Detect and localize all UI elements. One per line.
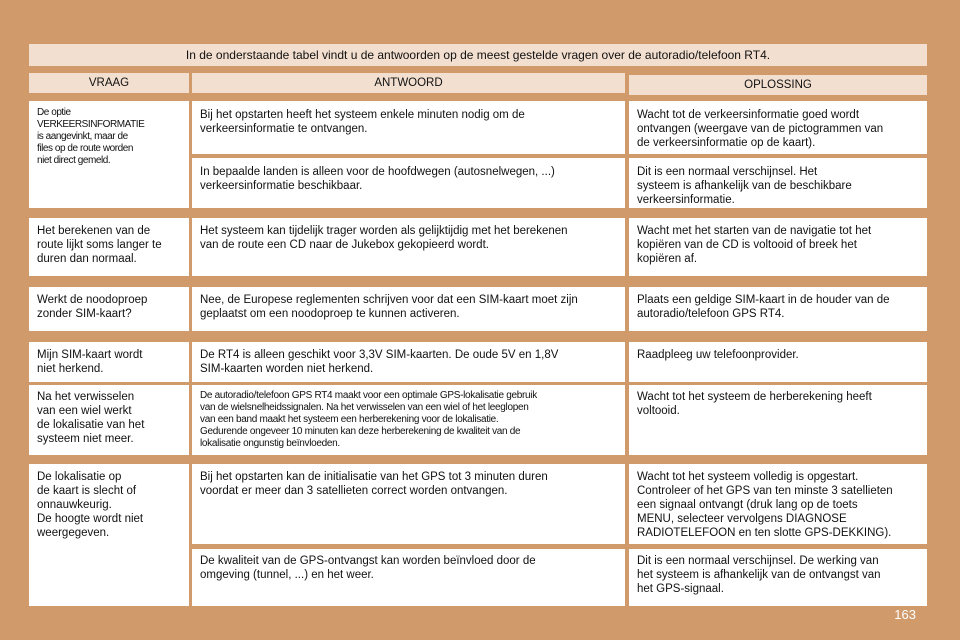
- answer-cell: In bepaalde landen is alleen voor de hoofdwegen (autosnelwegen, ...) verkeersinformatie beschikbaar.: [192, 158, 625, 208]
- answer-cell: Het systeem kan tijdelijk trager worden als gelijktijdig met het berekenen van de route een CD naar de Jukebox gekopieerd wordt.: [192, 218, 625, 276]
- question-cell: De optie VERKEERSINFORMATIE is aangevinkt, maar de files op de route worden niet direct gemeld.: [29, 101, 189, 208]
- question-cell: Werkt de noodoproep zonder SIM-kaart?: [29, 287, 189, 331]
- question-cell: Mijn SIM-kaart wordt niet herkend.: [29, 342, 189, 382]
- answer-cell: De autoradio/telefoon GPS RT4 maakt voor een optimale GPS-lokalisatie gebruik van de wielsnelheidssignalen. Na het verwisselen van een wiel of het leeglopen van een band maakt het systeem een herberekening voor de lokalisatie. Gedurende ongeveer 10 minuten kan deze herberekening de kwaliteit van de lokalisatie ongunstig beïnvloeden.: [192, 385, 625, 455]
- solution-cell: Plaats een geldige SIM-kaart in de houder van de autoradio/telefoon GPS RT4.: [629, 287, 927, 331]
- solution-cell: Wacht met het starten van de navigatie tot het kopiëren van de CD is voltooid of breek het kopiëren af.: [629, 218, 927, 276]
- question-cell: Het berekenen van de route lijkt soms langer te duren dan normaal.: [29, 218, 189, 276]
- solution-cell: Dit is een normaal verschijnsel. Het systeem is afhankelijk van de beschikbare verkeersinformatie.: [629, 158, 927, 208]
- answer-cell: Bij het opstarten heeft het systeem enkele minuten nodig om de verkeersinformatie te ontvangen.: [192, 101, 625, 154]
- solution-cell: Wacht tot het systeem de herberekening heeft voltooid.: [629, 385, 927, 455]
- solution-cell: Wacht tot de verkeersinformatie goed wordt ontvangen (weergave van de pictogrammen van de verkeersinformatie op de kaart).: [629, 101, 927, 154]
- answer-cell: Nee, de Europese reglementen schrijven voor dat een SIM-kaart moet zijn geplaatst om een noodoproep te kunnen activeren.: [192, 287, 625, 331]
- header-antwoord: ANTWOORD: [192, 73, 625, 93]
- solution-cell: Wacht tot het systeem volledig is opgestart. Controleer of het GPS van ten minste 3 satellieten een signaal ontvangt (druk lang op de toets MENU, selecteer vervolgens DIAGNOSE RADIOTELEFOON en ten slotte GPS-DEKKING).: [629, 464, 927, 544]
- header-vraag: VRAAG: [29, 73, 189, 93]
- question-cell: De lokalisatie op de kaart is slecht of onnauwkeurig. De hoogte wordt niet weergegeven.: [29, 464, 189, 606]
- question-cell: Na het verwisselen van een wiel werkt de lokalisatie van het systeem niet meer.: [29, 385, 189, 455]
- answer-cell: De RT4 is alleen geschikt voor 3,3V SIM-kaarten. De oude 5V en 1,8V SIM-kaarten worden niet herkend.: [192, 342, 625, 382]
- intro-text: In de onderstaande tabel vindt u de antwoorden op de meest gestelde vragen over de autoradio/telefoon RT4.: [29, 44, 927, 66]
- solution-cell: Dit is een normaal verschijnsel. De werking van het systeem is afhankelijk van de ontvangst van het GPS-signaal.: [629, 549, 927, 606]
- answer-cell: De kwaliteit van de GPS-ontvangst kan worden beïnvloed door de omgeving (tunnel, ...) en het weer.: [192, 549, 625, 606]
- page-number: 163: [894, 607, 916, 622]
- solution-cell: Raadpleeg uw telefoonprovider.: [629, 342, 927, 382]
- answer-cell: Bij het opstarten kan de initialisatie van het GPS tot 3 minuten duren voordat er meer dan 3 satellieten correct worden ontvangen.: [192, 464, 625, 544]
- header-oplossing: OPLOSSING: [629, 75, 927, 95]
